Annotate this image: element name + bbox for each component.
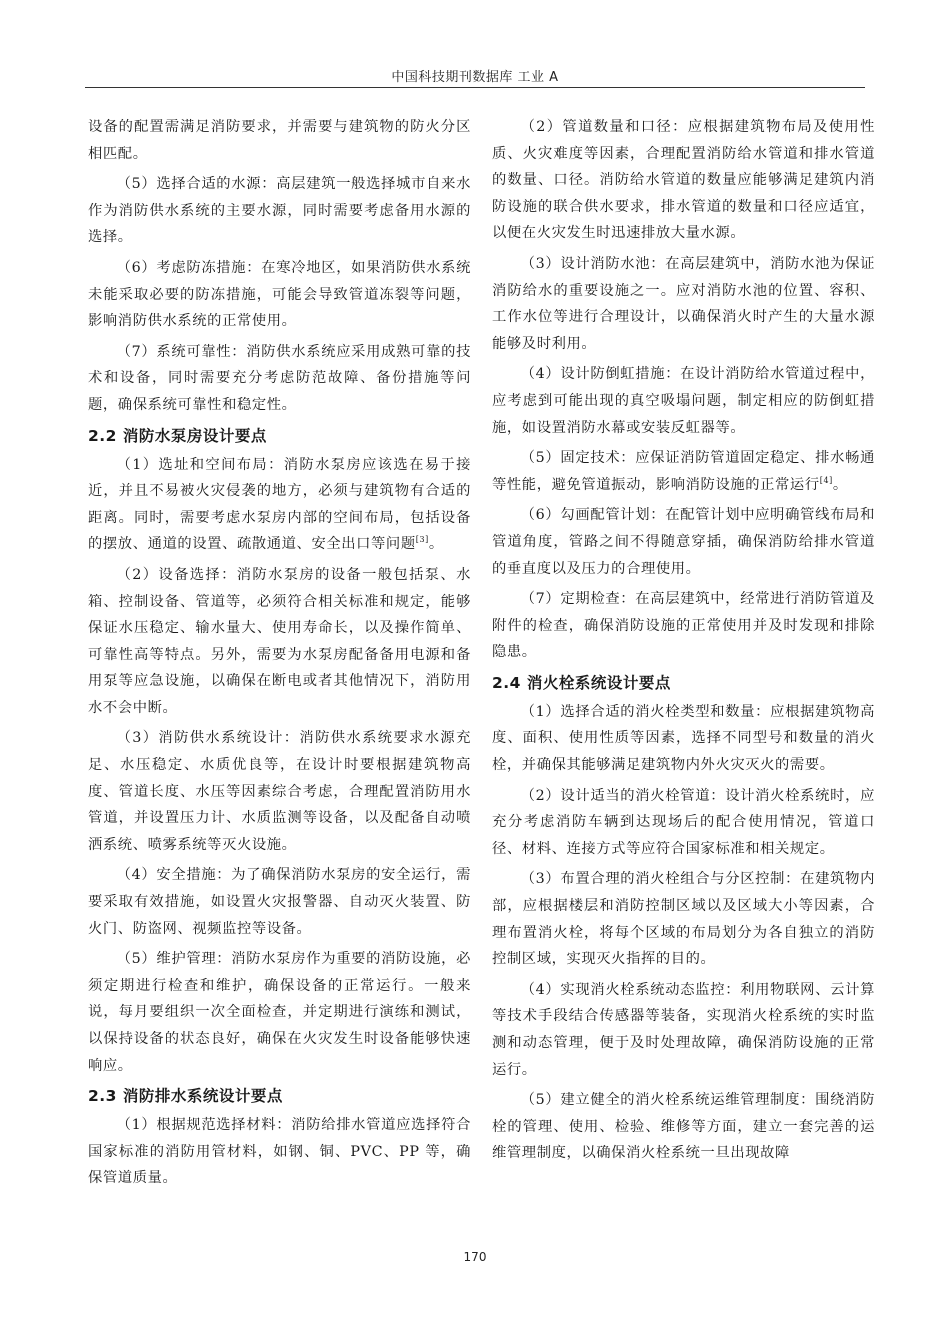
paragraph: （2）设备选择：消防水泵房的设备一般包括泵、水箱、控制设备、管道等，必须符合相关标准和规定，能够保证水压稳定、输水量大、使用寿命长，以及操作简单、可靠性高等特点。另外，需要为水泵房配备备用电源和备用泵等应急设施，以确保在断电或者其他情况下，消防用水不会中断。 [88,566,471,716]
page-number: 170 [463,1250,487,1264]
paragraph: （7）系统可靠性：消防供水系统应采用成熟可靠的技术和设备，同时需要充分考虑防范故障、备份措施等问题，确保系统可靠性和稳定性。 [88,343,471,413]
paragraph-end: 。 [832,476,848,493]
citation-4[interactable]: [4] [819,475,833,485]
paragraph: （5）选择合适的水源：高层建筑一般选择城市自来水作为消防供水系统的主要水源，同时需要考虑备用水源的选择。 [88,176,471,246]
paragraph [88,452,471,558]
paragraph: （7）定期检查：在高层建筑中，经常进行消防管道及附件的检查，确保消防设施的正常使用并及时发现和排除隐患。 [492,591,875,661]
left-column [88,114,471,1196]
paragraph: （1）根据规范选择材料：消防给排水管道应选择符合国家标准的消防用管材料，如钢、铜、PVC、PP 等，确保管道质量。 [88,1117,471,1187]
citation-3[interactable]: [3] [415,535,429,545]
paragraph: （4）实现消火栓系统动态监控：利用物联网、云计算等技术手段结合传感器等装备，实现消火栓系统的实时监测和动态管理，便于及时处理故障，确保消防设施的正常运行。 [492,981,875,1078]
paragraph: （2）设计适当的消火栓管道：设计消火栓系统时，应充分考虑消防车辆到达现场后的配合使用情况，管道口径、材料、连接方式等应符合国家标准和相关规定。 [492,787,875,857]
paragraph: （4）设计防倒虹措施：在设计消防给水管道过程中，应考虑到可能出现的真空吸塌问题，制定相应的防倒虹措施，如设置消防水幕或安装反虹器等。 [492,366,875,436]
section-heading-2-4: 2.4 消火栓系统设计要点 [492,673,671,692]
paragraph: （3）设计消防水池：在高层建筑中，消防水池为保证消防给水的重要设施之一。应对消防水池的位置、容积、工作水位等进行合理设计，以确保消火时产生的大量水源能够及时利用。 [492,255,875,352]
journal-header: 中国科技期刊数据库 工业 A [391,70,559,85]
paragraph: （6）考虑防冻措施：在寒冷地区，如果消防供水系统未能采取必要的防冻措施，可能会导致管道冻裂等问题，影响消防供水系统的正常使用。 [88,259,471,330]
paragraph: （4）安全措施：为了确保消防水泵房的安全运行，需要采取有效措施，如设置火灾报警器、自动灭火装置、防火门、防盗网、视频监控等设备。 [88,867,471,937]
paragraph-text: （1）选址和空间布局：消防水泵房应该选在易于接近，并且不易被火灾侵袭的地方，必须与建筑物有合适的距离。同时，需要考虑水泵房内部的空间布局，包括设备的摆放、通道的设置、疏散通道、安全出口等问题 [88,456,471,553]
paragraph: （1）选择合适的消火栓类型和数量：应根据建筑物高度、面积、使用性质等因素，选择不同型号和数量的消火栓，并确保其能够满足建筑物内外火灾灭火的需要。 [492,703,875,774]
paragraph: （3）布置合理的消火栓组合与分区控制：在建筑物内部，应根据楼层和消防控制区域以及区域大小等因素，合理布置消火栓，将每个区域的布局划分为各自独立的消防控制区域，实现灭火指挥的目的。 [492,871,875,968]
paragraph [492,445,875,498]
paragraph: （2）管道数量和口径：应根据建筑物布局及使用性质、火灾难度等因素，合理配置消防给水管道和排水管道的数量、口径。消防给水管道的数量应能够满足建筑内消防设施的联合供水要求，排水管道的数量和口径应适宜，以便在火灾发生时迅速排放大量水源。 [492,119,875,242]
paragraph: （6）勾画配管计划：在配管计划中应明确管线布局和管道角度，管路之间不得随意穿插，确保消防给排水管道的垂直度以及压力的合理使用。 [492,507,875,577]
paragraph-text: （5）固定技术：应保证消防管道固定稳定、排水畅通等性能，避免管道振动，影响消防设施的正常运行 [492,450,875,493]
header-rule [85,87,865,88]
paragraph-end: 。 [428,536,444,553]
paragraph: （5）建立健全的消火栓系统运维管理制度：围绕消防栓的管理、使用、检验、维修等方面，建立一套完善的运维管理制度，以确保消火栓系统一旦出现故障 [492,1092,875,1162]
paragraph: （5）维护管理：消防水泵房作为重要的消防设施，必须定期进行检查和维护，确保设备的正常运行。一般来说，每月要组织一次全面检查，并定期进行演练和测试，以保持设备的状态良好，确保在火灾发生时设备能够快速响应。 [88,951,471,1074]
section-heading-2-3: 2.3 消防排水系统设计要点 [88,1087,283,1106]
section-heading-2-2: 2.2 消防水泵房设计要点 [88,426,267,445]
paragraph: 设备的配置需满足消防要求，并需要与建筑物的防火分区相匹配。 [88,119,471,162]
paragraph: （3）消防供水系统设计：消防供水系统要求水源充足、水压稳定、水质优良等，在设计时要根据建筑物高度、管道长度、水压等因素综合考虑，合理配置消防用水管道，并设置压力计、水质监测等设备，以及配备自动喷洒系统、喷雾系统等灭火设施。 [88,730,471,853]
right-column [492,114,875,1171]
